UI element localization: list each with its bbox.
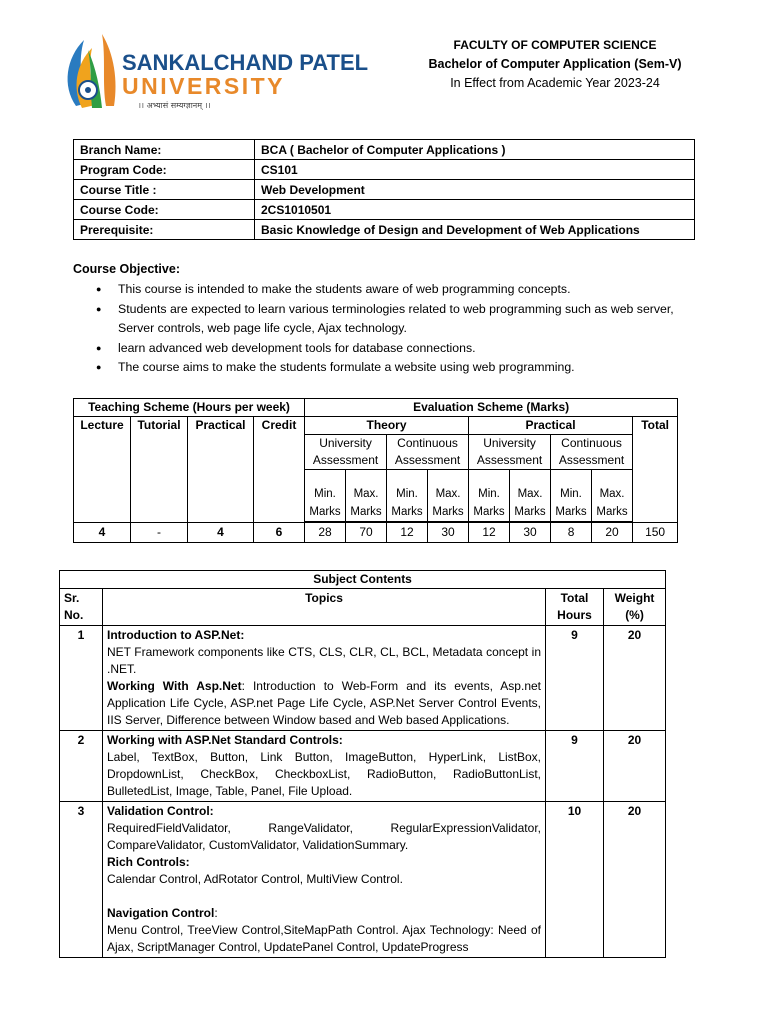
subject-contents-table bbox=[59, 570, 666, 958]
table-row: 2 Working with ASP.Net Standard Controls: Label, TextBox, Button, Link Button, ImageButton, HyperLink, ListBox, DropdownList, CheckBox, CheckboxList, RadioButton, RadioButtonList, BulletedList, Image, Table, Panel, File Upload. 9 20 bbox=[60, 731, 666, 802]
table-row: Program Code: CS101 bbox=[74, 160, 695, 180]
logo-motto: ।। अभ्यासं सम्यग्ज्ञानम् ।। bbox=[138, 101, 211, 110]
logo-text-line1: SANKALCHAND PATEL bbox=[122, 50, 369, 75]
teaching-scheme-header: Teaching Scheme (Hours per week) bbox=[74, 399, 305, 417]
table-row: Min. Marks Max. Marks Min. Marks Max. Marks Min. Marks Max. Marks Min. Marks Max. Marks bbox=[74, 470, 678, 522]
table-row bbox=[60, 571, 666, 589]
program-title: Bachelor of Computer Application (Sem-V) bbox=[428, 57, 682, 71]
objective-list bbox=[96, 280, 706, 378]
faculty-header bbox=[380, 36, 730, 93]
scheme-table bbox=[73, 398, 678, 543]
table-row: Course Title : Web Development bbox=[74, 180, 695, 200]
list-item: ● Students are expected to learn various terminologies related to web programming such as web server, Server controls, web page life cycle, Ajax technology. bbox=[96, 300, 706, 339]
list-item: ● The course aims to make the students formulate a website using web programming. bbox=[96, 358, 706, 378]
table-row: University Assessment Continuous Assessment University Assessment Continuous Assessment bbox=[74, 435, 678, 470]
effective-year: In Effect from Academic Year 2023-24 bbox=[450, 76, 660, 90]
table-row: 1 Introduction to ASP.Net: NET Framework components like CTS, CLS, CLR, CL, BCL, Metadata concept in .NET. Working With Asp.Net: Introduction to Web-Form and its events, Asp.net Application Life Cycle, ASP.net Page Life Cycle, ASP.Net Server Control Events, IIS Server, Difference between Window based and Web based Applications. 9 20 bbox=[60, 626, 666, 731]
subject-contents-title: Subject Contents bbox=[60, 571, 666, 589]
evaluation-scheme-header: Evaluation Scheme (Marks) bbox=[305, 399, 678, 417]
logo-emblem-icon bbox=[68, 34, 116, 108]
table-row: 4 - 4 6 28 70 12 30 12 30 8 20 150 bbox=[74, 523, 678, 543]
course-info-table bbox=[73, 139, 695, 240]
faculty-title: FACULTY OF COMPUTER SCIENCE bbox=[453, 38, 657, 52]
table-row: Lecture Tutorial Practical Credit Theory Practical Total bbox=[74, 417, 678, 435]
list-item: ● This course is intended to make the students aware of web programming concepts. bbox=[96, 280, 706, 300]
table-row: Prerequisite: Basic Knowledge of Design and Development of Web Applications bbox=[74, 220, 695, 240]
university-logo bbox=[62, 28, 369, 114]
table-row: Course Code: 2CS1010501 bbox=[74, 200, 695, 220]
table-row: Sr. No. Topics Total Hours Weight (%) bbox=[60, 589, 666, 626]
list-item: ● learn advanced web development tools for database connections. bbox=[96, 339, 706, 359]
table-row: 3 Validation Control: RequiredFieldValidator, RangeValidator, RegularExpressionValidator, CompareValidator, CustomValidator, ValidationSummary. Rich Controls: Calendar Control, AdRotator Control, MultiView Control. Navigation Control: Menu Control, TreeView Control,SiteMapPath Control. Ajax Technology: Need of Ajax, ScriptManager Control, UpdatePanel Control, UpdateProgress 10 20 bbox=[60, 802, 666, 958]
table-row bbox=[74, 399, 678, 417]
table-row: Branch Name: BCA ( Bachelor of Computer Applications ) bbox=[74, 140, 695, 160]
objective-title: Course Objective: bbox=[73, 262, 180, 276]
logo-text-line2: UNIVERSITY bbox=[122, 73, 286, 99]
